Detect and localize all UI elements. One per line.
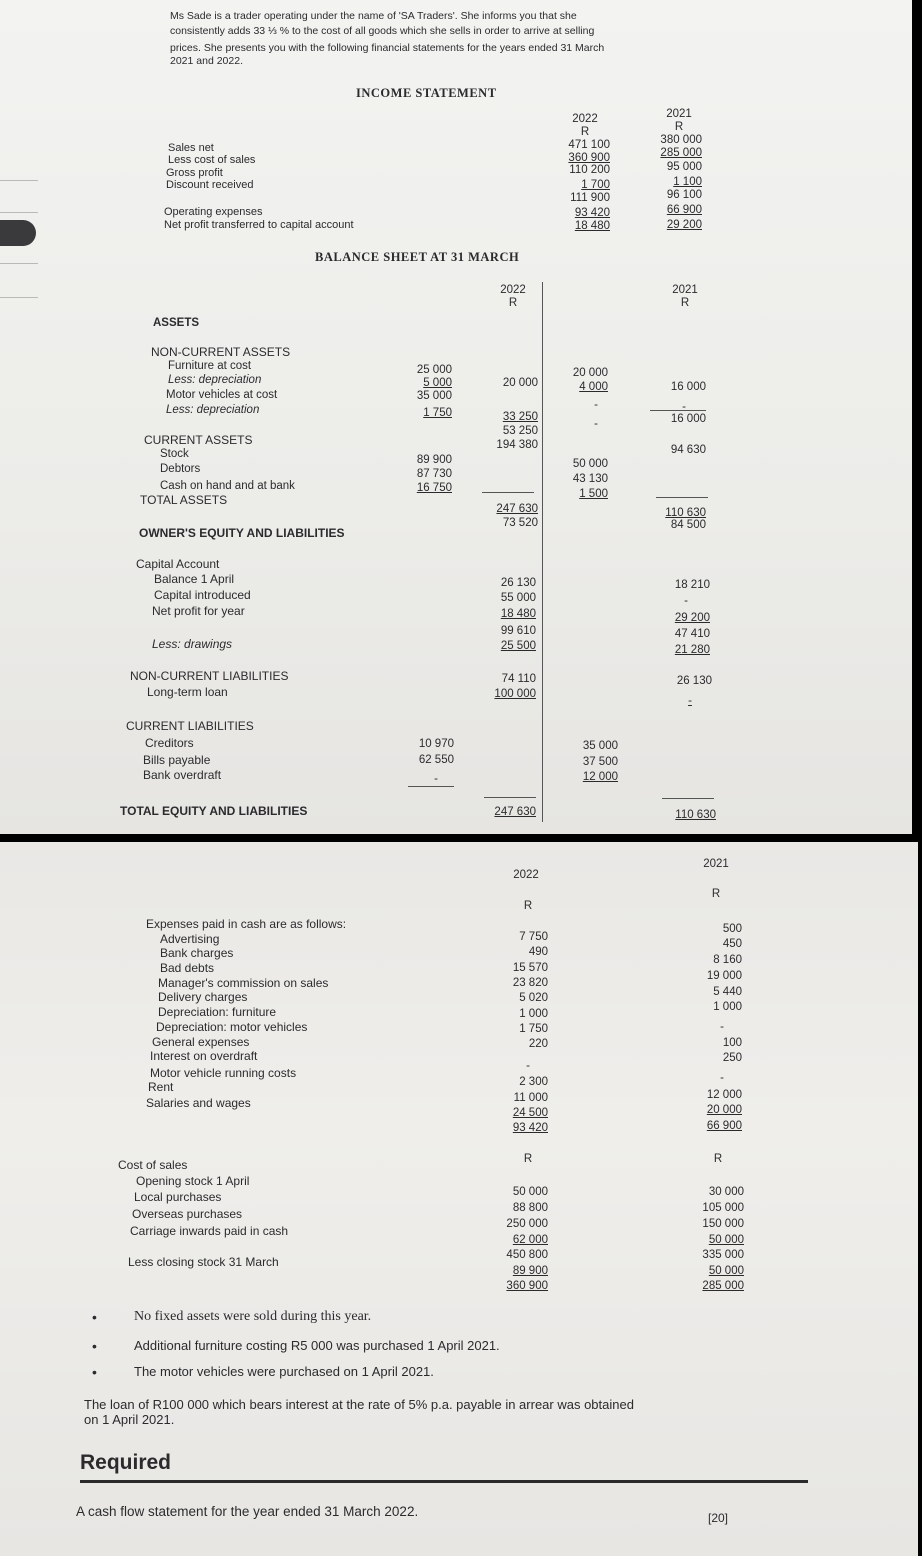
bs-value: 47 410 [674,628,710,640]
income-statement-title: INCOME STATEMENT [356,86,497,100]
bs-label: Motor vehicles at cost [166,389,278,401]
bs-value: 194 380 [496,439,538,451]
binder-ring [0,220,36,246]
cos-value: 450 800 [506,1249,548,1261]
bs-label: Stock [160,448,189,460]
expense-value: - [720,1021,724,1033]
bs-value: 1 750 [423,407,452,419]
is-label: Sales net [168,142,214,154]
balance-sheet-title: BALANCE SHEET AT 31 MARCH [315,250,520,264]
bs-value: - [594,418,598,430]
expense-value: 5 440 [713,986,742,998]
expense-value: 450 [722,938,742,950]
rule [482,492,534,493]
is-value: 1 100 [673,176,702,188]
bs-value: 73 520 [502,517,538,529]
expense-label: Delivery charges [158,990,248,1004]
bs-value: 110 630 [665,507,706,519]
expense-value: 250 [722,1052,742,1064]
bs-label: Creditors [145,736,194,750]
bs-value: - [594,399,598,411]
bullet-icon: • [92,1338,97,1354]
cos-label: Carriage inwards paid in cash [130,1224,289,1238]
bs-label: Less: depreciation [168,374,262,386]
col-currency: R [674,121,684,133]
cos-value: 50 000 [512,1186,548,1198]
is-value: 360 900 [568,152,610,164]
col-currency: R [580,126,590,138]
bs-value: 29 200 [674,612,710,624]
expense-value: 1 000 [519,1008,548,1020]
cos-value: 89 900 [512,1265,548,1277]
expense-value: 490 [528,946,548,958]
bs-value: 18 480 [500,608,536,620]
bs-value: 55 000 [500,592,536,604]
expense-value: 2 300 [519,1076,548,1088]
bs-label: Less: drawings [152,637,233,651]
cos-total: 360 900 [506,1280,548,1292]
cos-value: 150 000 [702,1218,744,1230]
is-value: 93 420 [574,207,610,219]
expense-label: Interest on overdraft [150,1049,258,1063]
section-heading: OWNER'S EQUITY AND LIABILITIES [139,526,345,540]
bs-value: 247 630 [496,503,538,515]
bs-value: 100 000 [494,688,536,700]
bs-value: 25 500 [500,640,536,652]
cos-label: Local purchases [134,1190,222,1204]
expense-value: 7 750 [519,931,548,943]
bs-value: 26 130 [676,675,712,687]
bullet-icon: • [92,1364,97,1380]
is-value: 96 100 [666,189,702,201]
bs-value: - [684,595,688,607]
expense-label: Rent [148,1080,174,1094]
heading-rule [80,1480,808,1483]
page-2 [0,842,918,1556]
expense-total: 66 900 [706,1120,742,1132]
bs-label: TOTAL ASSETS [140,493,228,507]
bs-label: Cash on hand and at bank [160,480,295,492]
expense-value: 24 500 [512,1107,548,1119]
cos-label: Less closing stock 31 March [128,1255,279,1269]
section-heading: ASSETS [153,317,200,329]
bs-value: 87 730 [416,468,452,480]
cos-value: 62 000 [512,1234,548,1246]
intro-line: Ms Sade is a trader operating under the name of 'SA Traders'. She informs you that she [170,10,577,22]
bs-label: Balance 1 April [154,572,235,586]
intro-line: consistently adds 33 ⅓ % to the cost of all goods which she sells in order to arrive at selling [170,25,595,37]
loan-note: on 1 April 2021. [84,1412,175,1427]
cos-value: 50 000 [708,1234,744,1246]
bs-value: 26 130 [500,577,536,589]
bs-value: 16 000 [670,381,706,393]
bs-value: 74 110 [501,673,536,685]
expense-value: - [720,1072,724,1084]
col-year: 2022 [572,113,598,125]
expense-value: 5 020 [519,992,548,1004]
cos-value: 105 000 [702,1202,744,1214]
required-text: A cash flow statement for the year ended 31 March 2022. [76,1504,419,1519]
is-value: 18 480 [574,220,610,232]
bs-value: 21 280 [674,644,710,656]
bs-value: 18 210 [674,579,710,591]
bs-label: TOTAL EQUITY AND LIABILITIES [120,804,308,818]
bs-value: - [688,695,692,707]
expense-label: Salaries and wages [146,1096,251,1110]
expense-total: 93 420 [512,1122,548,1134]
expense-value: 23 820 [512,977,548,989]
is-value: 380 000 [660,134,702,146]
bs-value: 43 130 [572,473,608,485]
cos-value: 88 800 [512,1202,548,1214]
expense-value: 220 [528,1038,548,1050]
cos-label: Overseas purchases [132,1207,243,1221]
col-currency: R [508,297,518,309]
col-year: 2021 [703,858,729,870]
bs-value: 25 000 [416,364,452,376]
expense-value: 1 000 [713,1001,742,1013]
expense-value: 11 000 [513,1092,548,1104]
bs-value: 35 000 [582,740,618,752]
is-value: 285 000 [660,147,702,159]
rule [484,797,536,798]
expense-value: 12 000 [706,1089,742,1101]
is-label: Less cost of sales [168,154,256,166]
expenses-heading: Expenses paid in cash are as follows: [146,917,347,931]
bs-value: 110 630 [675,809,716,821]
col-year: 2021 [666,108,692,120]
note-bullet: No fixed assets were sold during this year. [134,1309,372,1324]
bs-value: 84 500 [670,519,706,531]
required-heading: Required [80,1451,172,1474]
expense-label: Advertising [160,932,220,946]
bs-value: 33 250 [502,411,538,423]
rule [408,786,454,787]
is-label: Discount received [166,179,254,191]
intro-line: 2021 and 2022. [170,55,243,67]
col-year: 2021 [672,284,698,296]
bs-label: Debtors [160,463,201,475]
expense-value: 8 160 [713,954,742,966]
section-heading: NON-CURRENT ASSETS [151,345,291,359]
bs-label: Furniture at cost [168,360,252,372]
is-label: Net profit transferred to capital account [164,219,354,231]
bs-value: 35 000 [416,390,452,402]
cos-label: Opening stock 1 April [136,1174,250,1188]
cos-value: 30 000 [708,1186,744,1198]
is-value: 110 200 [569,164,610,176]
bs-value: 12 000 [582,771,618,783]
bs-value: 50 000 [572,458,608,470]
expense-label: Bad debts [160,961,215,975]
bs-value: 5 000 [423,377,452,389]
bs-value: 1 500 [579,488,608,500]
bs-label: Capital introduced [154,588,251,602]
bs-label: Less: depreciation [166,404,260,416]
is-value: 111 900 [570,192,610,204]
expense-label: Bank charges [160,946,234,960]
section-heading: NON-CURRENT LIABILITIES [130,669,289,683]
expense-value: - [526,1060,530,1072]
bs-value: - [682,401,686,413]
expense-label: Manager's commission on sales [158,976,329,990]
col-currency: R [713,1153,723,1165]
bs-value: 10 970 [418,738,454,750]
bs-value: - [434,773,438,785]
section-heading: CURRENT ASSETS [144,433,253,447]
bs-value: 89 900 [416,454,452,466]
cos-value: 50 000 [708,1265,744,1277]
expense-value: 1 750 [519,1023,548,1035]
expense-label: Depreciation: furniture [158,1005,277,1019]
col-currency: R [523,900,533,912]
bs-label: Long-term loan [147,685,228,699]
cost-of-sales-heading: Cost of sales [118,1158,188,1172]
bs-label: Bank overdraft [143,768,222,782]
col-year: 2022 [513,869,539,881]
col-year: 2022 [500,284,526,296]
expense-label: General expenses [152,1035,250,1049]
expense-value: 20 000 [706,1104,742,1116]
is-value: 29 200 [666,219,702,231]
is-label: Gross profit [166,167,223,179]
section-heading: Capital Account [136,557,220,571]
expense-label: Motor vehicle running costs [150,1066,297,1080]
is-label: Operating expenses [164,206,263,218]
bs-value: 94 630 [670,444,706,456]
col-currency: R [711,888,721,900]
expense-value: 15 570 [512,962,548,974]
cos-value: 335 000 [702,1249,744,1261]
bs-label: Bills payable [143,753,211,767]
bs-value: 37 500 [582,756,618,768]
note-bullet: Additional furniture costing R5 000 was purchased 1 April 2021. [134,1338,500,1353]
rule [656,497,708,498]
bs-value: 62 550 [418,754,454,766]
is-value: 1 700 [581,179,610,191]
is-value: 66 900 [666,204,702,216]
expense-value: 19 000 [706,970,742,982]
bs-value: 99 610 [500,625,536,637]
bullet-icon: • [92,1309,97,1325]
bs-value: 4 000 [579,381,608,393]
bs-value: 20 000 [572,367,608,379]
bs-value: 247 630 [494,806,536,818]
expense-value: 500 [722,923,742,935]
intro-line: prices. She presents you with the following financial statements for the years ended 31 March [170,42,605,54]
marks: [20] [708,1511,729,1525]
bs-value: 16 750 [416,482,452,494]
column-divider [542,282,543,822]
bs-value: 53 250 [502,425,538,437]
cos-total: 285 000 [702,1280,744,1292]
bs-value: 20 000 [502,377,538,389]
col-currency: R [680,297,690,309]
bs-label: Net profit for year [152,604,245,618]
section-heading: CURRENT LIABILITIES [126,719,254,733]
is-value: 471 100 [568,139,610,151]
rule [662,798,714,799]
expense-value: 100 [722,1037,742,1049]
col-currency: R [523,1153,533,1165]
expense-label: Depreciation: motor vehicles [156,1020,308,1034]
is-value: 95 000 [666,161,702,173]
note-bullet: The motor vehicles were purchased on 1 April 2021. [134,1364,434,1379]
bs-value: 16 000 [650,410,706,426]
cos-value: 250 000 [506,1218,548,1230]
loan-note: The loan of R100 000 which bears interest at the rate of 5% p.a. payable in arrear was obtained [84,1397,634,1412]
